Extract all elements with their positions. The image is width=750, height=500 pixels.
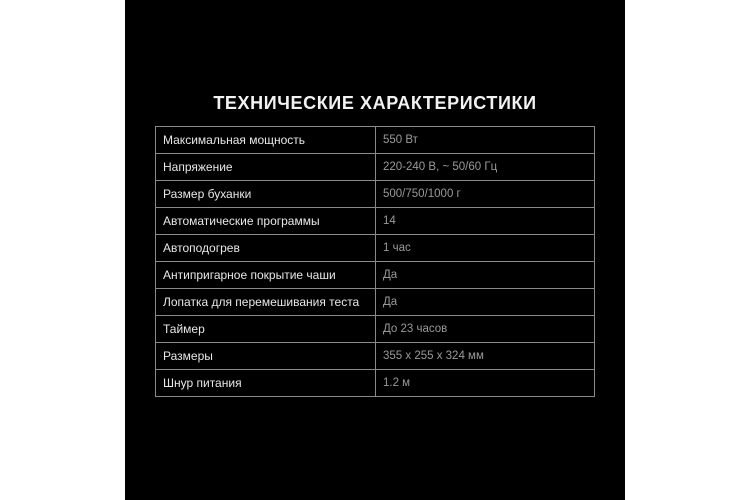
spec-label: Максимальная мощность <box>156 127 376 154</box>
spec-label: Шнур питания <box>156 370 376 397</box>
spec-label: Таймер <box>156 316 376 343</box>
spec-label: Лопатка для перемешивания теста <box>156 289 376 316</box>
spec-value: До 23 часов <box>376 316 595 343</box>
spec-label: Автоподогрев <box>156 235 376 262</box>
spec-label: Размеры <box>156 343 376 370</box>
spec-value: Да <box>376 262 595 289</box>
table-row <box>156 208 595 235</box>
spec-value: 355 x 255 x 324 мм <box>376 343 595 370</box>
spec-value: 1.2 м <box>376 370 595 397</box>
spec-label: Размер буханки <box>156 181 376 208</box>
page-title: ТЕХНИЧЕСКИЕ ХАРАКТЕРИСТИКИ <box>213 93 537 113</box>
spec-table <box>155 126 595 397</box>
spec-value: 220-240 В, ~ 50/60 Гц <box>376 154 595 181</box>
spec-label: Автоматические программы <box>156 208 376 235</box>
table-row <box>156 343 595 370</box>
table-row <box>156 289 595 316</box>
table-row <box>156 262 595 289</box>
table-row <box>156 154 595 181</box>
spec-label: Антипригарное покрытие чаши <box>156 262 376 289</box>
table-row <box>156 127 595 154</box>
table-row <box>156 181 595 208</box>
spec-value: Да <box>376 289 595 316</box>
spec-value: 14 <box>376 208 595 235</box>
table-row <box>156 370 595 397</box>
spec-value: 500/750/1000 г <box>376 181 595 208</box>
table-row <box>156 316 595 343</box>
spec-value: 1 час <box>376 235 595 262</box>
spec-value: 550 Вт <box>376 127 595 154</box>
spec-label: Напряжение <box>156 154 376 181</box>
table-row <box>156 235 595 262</box>
spec-panel <box>125 0 625 500</box>
